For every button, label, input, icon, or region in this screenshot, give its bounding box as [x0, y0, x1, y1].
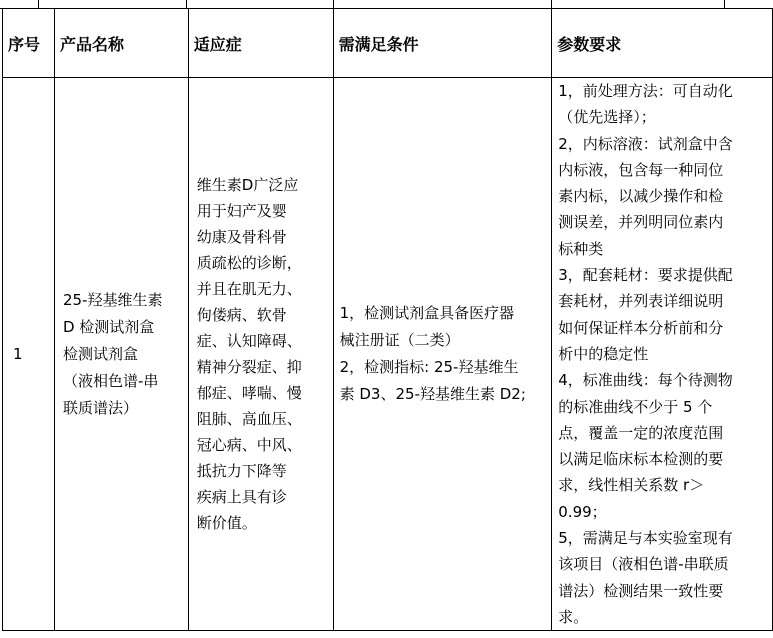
text-line: 抵抗力下降等: [196, 462, 287, 481]
text-line: 点，覆盖一定的浓度范围: [558, 423, 724, 442]
text-line: 断价值。: [196, 514, 257, 533]
header-conditions: 需满足条件: [333, 9, 552, 78]
column-marker: [724, 0, 725, 8]
requirements-table: [2, 8, 773, 631]
text-line: 素 D3、25-羟基维生素 D2;: [339, 385, 526, 404]
text-line: 如何保证样本分析前和分: [558, 318, 724, 337]
text-line: 析中的稳定性: [558, 344, 649, 363]
column-marker: [38, 0, 39, 8]
header-parameters: 参数要求: [552, 9, 773, 78]
cell-parameters: [552, 78, 773, 631]
text-line: 郁症、哮喘、慢: [196, 384, 302, 403]
text-line: 佝偻病、软骨: [196, 306, 287, 325]
text-line: 0.99；: [558, 502, 607, 521]
text-line: 2，内标溶液：试剂盒中含: [558, 134, 733, 153]
header-index: 序号: [3, 9, 55, 78]
text-line: 幼康及骨科骨: [196, 228, 287, 247]
cell-conditions: [333, 78, 552, 631]
text-line: （液相色谱-串: [62, 371, 159, 390]
text-line: 求，线性相关系数 r＞: [558, 476, 705, 495]
text-line: 疾病上具有诊: [196, 488, 287, 507]
text-line: 谱法）检测结果一致性要: [558, 581, 724, 600]
table-row: [3, 78, 773, 631]
text-line: 25-羟基维生素: [62, 290, 163, 309]
text-line: 测误差，并列明同位素内: [558, 213, 724, 232]
text-line: 3，配套耗材：要求提供配: [558, 266, 733, 285]
text-line: 内标液，包含每一种同位: [558, 160, 724, 179]
text-line: 4，标准曲线：每个待测物: [558, 371, 733, 390]
column-marker: [551, 0, 552, 8]
text-line: 维生素D广泛应: [196, 176, 299, 195]
text-line: 标种类: [558, 239, 604, 258]
text-line: 5，需满足与本实验室现有: [558, 529, 733, 548]
cell-index: 1: [3, 78, 55, 631]
text-line: 阻肺、高血压、: [196, 410, 302, 429]
cell-product-name: [54, 78, 188, 631]
header-row: [3, 9, 773, 78]
text-line: 冠心病、中风、: [196, 436, 302, 455]
text-line: 精神分裂症、抑: [196, 358, 302, 377]
text-line: 1，前处理方法：可自动化: [558, 82, 733, 100]
column-marker: [333, 0, 334, 8]
column-marker: [186, 0, 187, 8]
text-line: 械注册证（二类）: [339, 331, 460, 350]
text-line: 该项目（液相色谱-串联质: [558, 555, 729, 574]
text-line: 联质谱法）: [62, 398, 138, 417]
text-line: 2，检测指标: 25-羟基维生: [339, 358, 519, 377]
text-line: 并且在肌无力、: [196, 280, 302, 299]
header-product-name: 产品名称: [54, 9, 188, 78]
text-line: 素内标，以减少操作和检: [558, 187, 724, 206]
text-line: 1，检测试剂盒具备医疗器: [339, 304, 515, 323]
text-line: 质疏松的诊断，: [196, 254, 302, 273]
text-line: 套耗材，并列表详细说明: [558, 292, 724, 311]
text-line: 的标准曲线不少于 5 个: [558, 397, 713, 416]
text-line: 症、认知障碍、: [196, 332, 302, 351]
cell-indication: [188, 78, 333, 631]
text-line: 以满足临床标本检测的要: [558, 450, 724, 469]
text-line: 检测试剂盒: [62, 344, 138, 363]
text-line: D 检测试剂盒: [62, 317, 155, 336]
text-line: 用于妇产及婴: [196, 202, 287, 221]
header-indication: 适应症: [188, 9, 333, 78]
text-line: 求。: [558, 607, 589, 626]
text-line: （优先选择）；: [558, 108, 656, 127]
